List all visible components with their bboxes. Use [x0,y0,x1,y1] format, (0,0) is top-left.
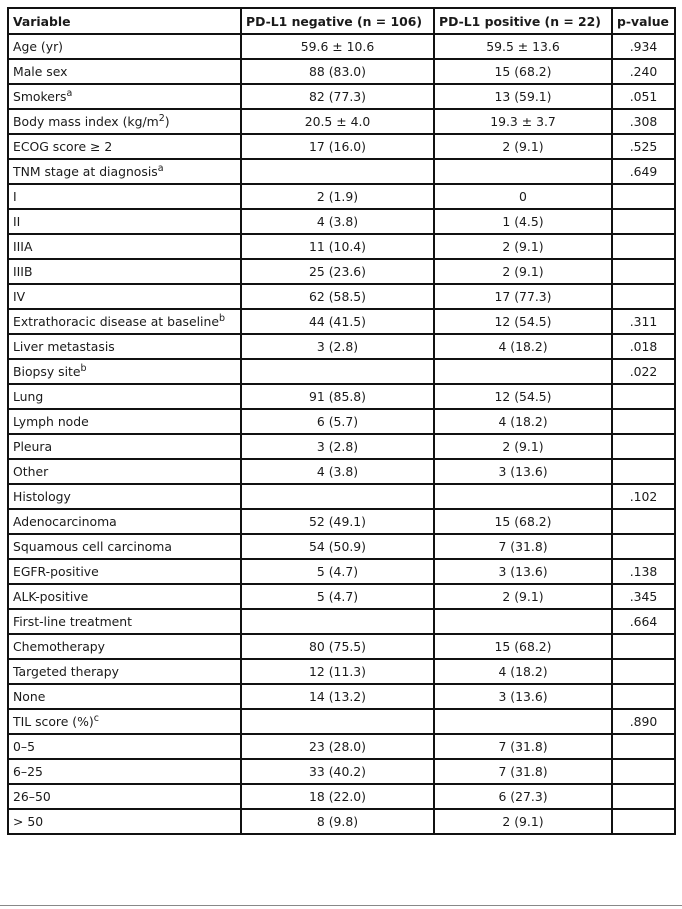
table-row [8,584,675,609]
cell-p-value: .018 [612,334,675,359]
table-row [8,159,675,184]
table-row [8,684,675,709]
cell-pdl1-negative: 59.6 ± 10.6 [241,34,434,59]
variable-label: TIL score (%) [13,714,94,729]
variable-label: Squamous cell carcinoma [13,539,172,554]
cell-pdl1-positive: 2 (9.1) [434,259,612,284]
cell-pdl1-negative: 33 (40.2) [241,759,434,784]
cell-p-value: .664 [612,609,675,634]
characteristics-table [7,7,676,835]
cell-p-value: .525 [612,134,675,159]
variable-label: Smokers [13,89,67,104]
table-body [8,34,675,834]
table-row [8,459,675,484]
cell-pdl1-negative: 82 (77.3) [241,84,434,109]
footnote-marker: a [157,163,164,174]
cell-p-value [612,259,675,284]
cell-pdl1-positive [434,609,612,634]
cell-variable [8,234,241,259]
cell-pdl1-positive: 3 (13.6) [434,559,612,584]
cell-pdl1-positive: 7 (31.8) [434,534,612,559]
cell-p-value: .102 [612,484,675,509]
cell-p-value [612,234,675,259]
cell-p-value [612,434,675,459]
cell-p-value [612,509,675,534]
cell-pdl1-negative: 4 (3.8) [241,209,434,234]
table-row [8,234,675,259]
variable-label: Targeted therapy [13,664,119,679]
cell-variable [8,559,241,584]
cell-pdl1-positive [434,359,612,384]
table-row [8,709,675,734]
variable-label: Biopsy site [13,364,81,379]
footnote-marker: b [80,363,87,374]
cell-p-value [612,784,675,809]
header-variable: Variable [8,8,241,34]
variable-label: 0–5 [13,739,35,754]
header-pdl1-positive: PD-L1 positive (n = 22) [434,8,612,34]
cell-variable [8,209,241,234]
cell-variable [8,109,241,134]
cell-pdl1-negative: 3 (2.8) [241,334,434,359]
cell-pdl1-positive: 2 (9.1) [434,809,612,834]
cell-pdl1-negative: 62 (58.5) [241,284,434,309]
footnote-marker: b [218,313,226,324]
cell-variable [8,709,241,734]
cell-pdl1-negative: 25 (23.6) [241,259,434,284]
variable-label: > 50 [13,814,44,829]
table-row [8,109,675,134]
cell-pdl1-positive: 1 (4.5) [434,209,612,234]
cell-variable [8,459,241,484]
cell-p-value [612,684,675,709]
table-row [8,209,675,234]
cell-variable [8,59,241,84]
cell-pdl1-positive: 17 (77.3) [434,284,612,309]
cell-p-value [612,759,675,784]
cell-variable [8,784,241,809]
table-row [8,34,675,59]
cell-pdl1-positive: 12 (54.5) [434,384,612,409]
cell-p-value [612,384,675,409]
cell-variable [8,409,241,434]
cell-pdl1-negative: 88 (83.0) [241,59,434,84]
cell-pdl1-negative: 54 (50.9) [241,534,434,559]
cell-pdl1-negative: 6 (5.7) [241,409,434,434]
cell-variable [8,334,241,359]
variable-label-suffix: ) [164,114,170,129]
cell-pdl1-positive: 2 (9.1) [434,134,612,159]
cell-pdl1-negative [241,359,434,384]
cell-pdl1-positive [434,484,612,509]
variable-label: Other [13,464,49,479]
table-row [8,509,675,534]
cell-pdl1-negative: 5 (4.7) [241,559,434,584]
cell-pdl1-negative: 3 (2.8) [241,434,434,459]
variable-label: IIIB [13,264,33,279]
table-row [8,809,675,834]
cell-pdl1-negative: 80 (75.5) [241,634,434,659]
cell-variable [8,734,241,759]
cell-pdl1-negative: 18 (22.0) [241,784,434,809]
variable-label: Histology [13,489,71,504]
variable-label: Pleura [13,439,53,454]
cell-pdl1-positive: 6 (27.3) [434,784,612,809]
table-row [8,134,675,159]
cell-variable [8,534,241,559]
variable-label: None [13,689,46,704]
variable-label: Lung [13,389,44,404]
variable-label: EGFR-positive [13,564,99,579]
cell-variable [8,84,241,109]
table-row [8,359,675,384]
table-row [8,284,675,309]
cell-pdl1-negative: 14 (13.2) [241,684,434,709]
cell-p-value: .311 [612,309,675,334]
cell-pdl1-negative: 23 (28.0) [241,734,434,759]
table-row [8,259,675,284]
cell-variable [8,159,241,184]
cell-pdl1-negative: 2 (1.9) [241,184,434,209]
table-row [8,659,675,684]
table-row [8,634,675,659]
cell-pdl1-negative: 17 (16.0) [241,134,434,159]
cell-pdl1-negative: 4 (3.8) [241,459,434,484]
variable-label: 26–50 [13,789,51,804]
cell-variable [8,584,241,609]
cell-pdl1-negative: 44 (41.5) [241,309,434,334]
cell-p-value [612,634,675,659]
variable-label: Extrathoracic disease at baseline [13,314,219,329]
cell-p-value [612,459,675,484]
cell-pdl1-positive: 3 (13.6) [434,459,612,484]
cell-p-value [612,534,675,559]
cell-p-value: .345 [612,584,675,609]
cell-pdl1-positive: 15 (68.2) [434,509,612,534]
cell-variable [8,509,241,534]
cell-p-value [612,659,675,684]
cell-pdl1-negative: 8 (9.8) [241,809,434,834]
cell-variable [8,809,241,834]
table-row [8,409,675,434]
table-row [8,184,675,209]
cell-pdl1-negative: 11 (10.4) [241,234,434,259]
cell-pdl1-negative [241,709,434,734]
cell-variable [8,609,241,634]
variable-label: I [13,189,17,204]
variable-label: Age (yr) [13,39,63,54]
cell-pdl1-positive: 2 (9.1) [434,584,612,609]
variable-label: IIIA [13,239,33,254]
table-row [8,734,675,759]
variable-label: ALK-positive [13,589,89,604]
cell-variable [8,434,241,459]
variable-label: Chemotherapy [13,639,105,654]
table-row [8,759,675,784]
cell-pdl1-positive: 4 (18.2) [434,659,612,684]
cell-pdl1-positive: 15 (68.2) [434,634,612,659]
header-p-value: p-value [612,8,675,34]
cell-p-value [612,284,675,309]
cell-pdl1-negative: 91 (85.8) [241,384,434,409]
table-header-row [8,8,675,34]
cell-pdl1-negative: 5 (4.7) [241,584,434,609]
variable-label: Liver metastasis [13,339,115,354]
cell-variable [8,759,241,784]
table-row [8,84,675,109]
cell-variable [8,384,241,409]
variable-label: II [13,214,21,229]
cell-pdl1-positive: 15 (68.2) [434,59,612,84]
cell-pdl1-positive: 13 (59.1) [434,84,612,109]
bottom-divider [0,905,682,906]
cell-p-value [612,734,675,759]
cell-pdl1-positive [434,709,612,734]
cell-variable [8,634,241,659]
cell-p-value: .934 [612,34,675,59]
cell-variable [8,484,241,509]
cell-pdl1-positive: 3 (13.6) [434,684,612,709]
cell-pdl1-positive: 2 (9.1) [434,234,612,259]
cell-p-value [612,409,675,434]
cell-variable [8,684,241,709]
cell-variable [8,184,241,209]
cell-variable [8,259,241,284]
variable-label: TNM stage at diagnosis [13,164,158,179]
cell-pdl1-positive: 4 (18.2) [434,334,612,359]
variable-label: Adenocarcinoma [13,514,117,529]
variable-label: Lymph node [13,414,89,429]
cell-p-value: .649 [612,159,675,184]
cell-p-value [612,209,675,234]
cell-p-value [612,809,675,834]
footnote-marker: c [93,713,99,724]
table-row [8,484,675,509]
header-pdl1-negative: PD-L1 negative (n = 106) [241,8,434,34]
table-row [8,534,675,559]
cell-pdl1-positive: 7 (31.8) [434,734,612,759]
cell-pdl1-positive: 2 (9.1) [434,434,612,459]
cell-p-value [612,184,675,209]
cell-pdl1-negative: 52 (49.1) [241,509,434,534]
cell-pdl1-negative: 12 (11.3) [241,659,434,684]
cell-p-value: .308 [612,109,675,134]
cell-p-value: .051 [612,84,675,109]
cell-variable [8,309,241,334]
cell-p-value: .240 [612,59,675,84]
cell-pdl1-positive: 0 [434,184,612,209]
cell-variable [8,359,241,384]
cell-pdl1-negative [241,609,434,634]
table-row [8,559,675,584]
cell-variable [8,134,241,159]
variable-label: ECOG score ≥ 2 [13,139,113,154]
variable-label: Body mass index (kg/m [13,114,159,129]
cell-variable [8,659,241,684]
table-row [8,784,675,809]
table-row [8,609,675,634]
table-row [8,59,675,84]
cell-pdl1-positive: 19.3 ± 3.7 [434,109,612,134]
cell-pdl1-positive: 7 (31.8) [434,759,612,784]
cell-pdl1-negative [241,484,434,509]
table-row [8,309,675,334]
table-row [8,334,675,359]
table-row [8,434,675,459]
cell-pdl1-positive: 59.5 ± 13.6 [434,34,612,59]
variable-label: Male sex [13,64,68,79]
cell-p-value: .890 [612,709,675,734]
cell-pdl1-positive [434,159,612,184]
table-row [8,384,675,409]
cell-pdl1-negative [241,159,434,184]
cell-p-value: .022 [612,359,675,384]
cell-pdl1-negative: 20.5 ± 4.0 [241,109,434,134]
variable-label: First-line treatment [13,614,133,629]
cell-pdl1-positive: 4 (18.2) [434,409,612,434]
variable-label: 6–25 [13,764,43,779]
cell-variable [8,284,241,309]
cell-p-value: .138 [612,559,675,584]
cell-pdl1-positive: 12 (54.5) [434,309,612,334]
footnote-marker: 2 [158,113,165,124]
variable-label: IV [13,289,26,304]
footnote-marker: a [66,88,73,99]
cell-variable [8,34,241,59]
